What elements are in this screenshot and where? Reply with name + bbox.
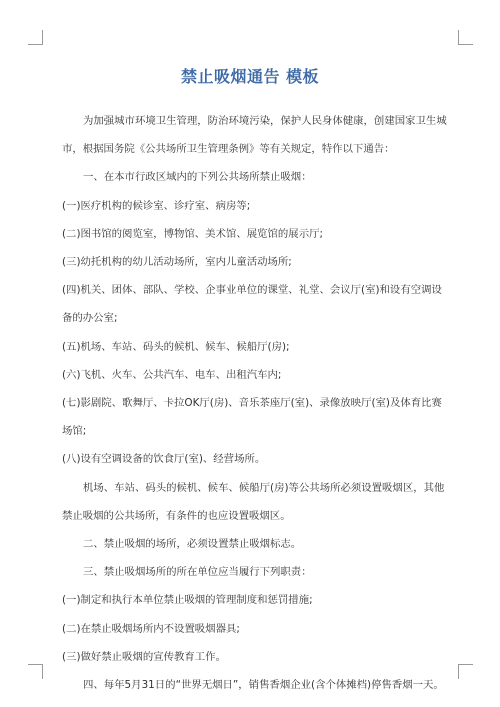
list-item: (一)医疗机构的候诊室、诊疗室、病房等; [62,199,251,212]
section-4-paragraph: 四、每年5月31日的“世界无烟日”，销售香烟企业(含个体摊档)停售香烟一天。 [83,679,444,692]
crop-mark-top-right [458,30,473,45]
crop-mark-bottom-left [28,664,43,679]
crop-mark-bottom-right [458,664,473,679]
section-2-heading: 二、禁止吸烟的场所，必须设置禁止吸烟标志。 [83,538,302,551]
list-item: (六)飞机、火车、公共汽车、电车、出租汽车内; [62,368,282,381]
list-item: (三)做好禁止吸烟的宣传教育工作。 [62,650,226,663]
document-title: 禁止吸烟通告 模板 [180,67,320,86]
section-3-heading: 三、禁止吸烟场所的所在单位应当履行下列职责： [83,566,312,579]
list-item: (七)影剧院、歌舞厅、卡拉OK厅(房)、音乐茶座厅(室)、录像放映厅(室)及体育比赛场馆; [62,397,442,438]
list-item: (五)机场、车站、码头的候机、候车、候船厅(房); [62,340,290,353]
list-item: (二)在禁止吸烟场所内不设置吸烟器具; [62,622,240,635]
document-body [62,107,450,699]
smoking-area-paragraph: 机场、车站、码头的候机、候车、候船厅(房)等公共场所必须设置吸烟区，其他禁止吸烟的公共场所，有条件的也应设置吸烟区。 [62,481,445,522]
list-item: (八)设有空调设备的饮食厅(室)、经营场所。 [62,453,266,466]
list-item: (二)图书馆的阅览室，博物馆、美术馆、展览馆的展示厅; [62,227,323,240]
crop-mark-top-left [28,30,43,45]
list-item: (一)制定和执行本单位禁止吸烟的管理制度和惩罚措施; [62,594,313,607]
section-1-heading: 一、在本市行政区域内的下列公共场所禁止吸烟： [83,171,312,184]
list-item: (四)机关、团体、部队、学校、企事业单位的课堂、礼堂、会议厅(室)和设有空调设备的办公室; [62,284,442,325]
intro-paragraph: 为加强城市环境卫生管理，防治环境污染，保护人民身体健康，创建国家卫生城市，根据国务院《公共场所卫生管理条例》等有关规定，特作以下通告： [62,115,447,156]
list-item: (三)幼托机构的幼儿活动场所，室内儿童活动场所; [62,256,292,269]
